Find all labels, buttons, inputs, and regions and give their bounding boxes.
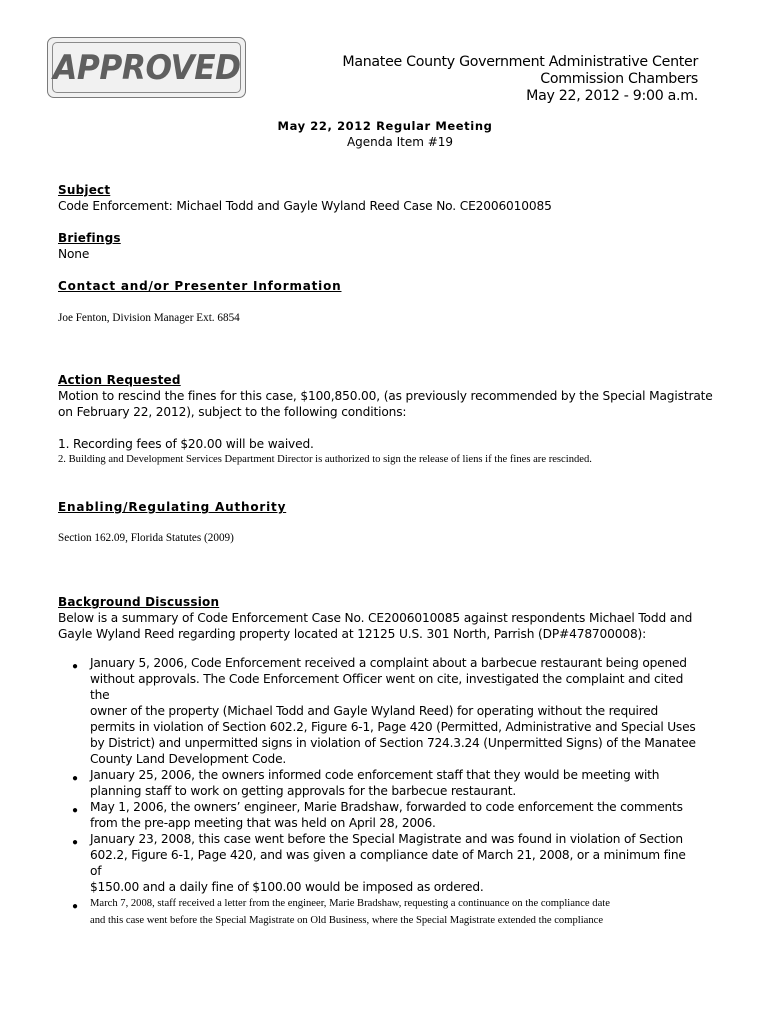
contact-section bbox=[58, 278, 718, 294]
agenda-item-number: Agenda Item #19 bbox=[346, 135, 454, 149]
bullet-line: January 5, 2006, Code Enforcement received a complaint about a barbecue restaurant being opened bbox=[90, 656, 687, 670]
bullet-line: by District) and unpermitted signs in violation of Section 724.3.24 (Unpermitted Signs) of the Manatee bbox=[90, 736, 696, 750]
background-bullet-list bbox=[58, 655, 698, 929]
bullet-icon: ● bbox=[72, 773, 79, 784]
contact-heading: Contact and/or Presenter Information bbox=[58, 279, 342, 293]
action-condition-1: 1. Recording fees of $20.00 will be waived. bbox=[58, 437, 314, 451]
list-item bbox=[58, 655, 698, 767]
contact-text: Joe Fenton, Division Manager Ext. 6854 bbox=[58, 312, 240, 324]
action-text-line2: on February 22, 2012), subject to the following conditions: bbox=[58, 405, 407, 419]
authority-section bbox=[58, 499, 718, 515]
meeting-title: May 22, 2012 Regular Meeting bbox=[277, 119, 493, 133]
list-item bbox=[58, 799, 698, 831]
bullet-icon: ● bbox=[72, 837, 79, 848]
bullet-line: from the pre-app meeting that was held on April 28, 2006. bbox=[90, 816, 436, 830]
authority-text: Section 162.09, Florida Statutes (2009) bbox=[58, 532, 234, 544]
briefings-text: None bbox=[58, 247, 90, 261]
background-heading: Background Discussion bbox=[58, 595, 220, 609]
bullet-line: March 7, 2008, staff received a letter from the engineer, Marie Bradshaw, requesting a continuance on the compliance date bbox=[90, 898, 610, 909]
bullet-line: County Land Development Code. bbox=[90, 752, 287, 766]
briefings-section bbox=[58, 230, 718, 262]
action-condition-2: 2. Building and Development Services Department Director is authorized to sign the release of liens if the fines are rescinded. bbox=[58, 454, 592, 465]
bullet-line: planning staff to work on getting approvals for the barbecue restaurant. bbox=[90, 784, 517, 798]
action-section bbox=[58, 372, 718, 420]
bullet-line: without approvals. The Code Enforcement Officer went on cite, investigated the complaint and cited the bbox=[90, 672, 684, 702]
bullet-line: January 25, 2006, the owners informed code enforcement staff that they would be meeting with bbox=[90, 768, 660, 782]
bullet-line: January 23, 2008, this case went before the Special Magistrate and was found in violation of Section bbox=[90, 832, 683, 846]
approved-stamp-border bbox=[52, 42, 241, 93]
action-text-line1: Motion to rescind the fines for this case, $100,850.00, (as previously recommended by the Special Magistrate bbox=[58, 389, 713, 403]
bullet-line: May 1, 2006, the owners’ engineer, Marie Bradshaw, forwarded to code enforcement the comments bbox=[90, 800, 683, 814]
header-line-center: Manatee County Government Administrative Center bbox=[342, 54, 698, 70]
list-item bbox=[58, 767, 698, 799]
background-intro-line2: Gayle Wyland Reed regarding property located at 12125 U.S. 301 North, Parrish (DP#478700008): bbox=[58, 627, 647, 641]
header-line-chambers: Commission Chambers bbox=[540, 71, 698, 87]
bullet-line: permits in violation of Section 602.2, Figure 6-1, Page 420 (Permitted, Administrative and Special Uses bbox=[90, 720, 696, 734]
bullet-icon: ● bbox=[72, 901, 79, 912]
approved-stamp-text: APPROVED bbox=[52, 47, 241, 88]
action-heading: Action Requested bbox=[58, 373, 181, 387]
list-item bbox=[58, 831, 698, 895]
header-line-date: May 22, 2012 - 9:00 a.m. bbox=[526, 88, 698, 104]
bullet-icon: ● bbox=[72, 661, 79, 672]
meeting-location-header bbox=[342, 54, 698, 105]
bullet-line: owner of the property (Michael Todd and Gayle Wyland Reed) for operating without the required bbox=[90, 704, 659, 718]
approved-stamp bbox=[47, 37, 246, 98]
subject-section bbox=[58, 182, 718, 214]
bullet-line: and this case went before the Special Magistrate on Old Business, where the Special Magistrate extended the compliance bbox=[90, 915, 604, 926]
bullet-icon: ● bbox=[72, 805, 79, 816]
bullet-line: 602.2, Figure 6-1, Page 420, and was given a compliance date of March 21, 2008, or a minimum fine of bbox=[90, 848, 686, 878]
subject-text: Code Enforcement: Michael Todd and Gayle Wyland Reed Case No. CE2006010085 bbox=[58, 199, 552, 213]
briefings-heading: Briefings bbox=[58, 231, 121, 245]
background-section bbox=[58, 594, 718, 642]
background-intro-line1: Below is a summary of Code Enforcement Case No. CE2006010085 against respondents Michael Todd and bbox=[58, 611, 693, 625]
list-item bbox=[58, 895, 698, 929]
bullet-line: $150.00 and a daily fine of $100.00 would be imposed as ordered. bbox=[90, 880, 484, 894]
subject-heading: Subject bbox=[58, 183, 111, 197]
authority-heading: Enabling/Regulating Authority bbox=[58, 500, 287, 514]
